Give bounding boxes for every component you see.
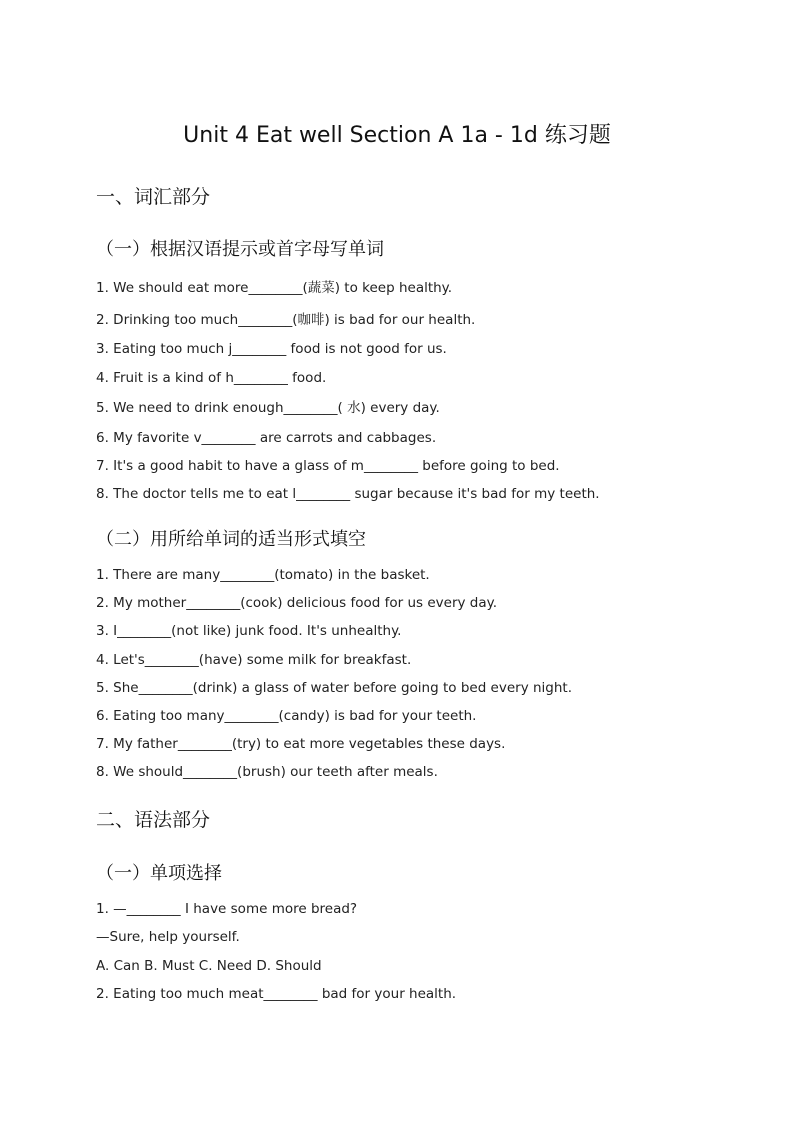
exercise-line: 6. Eating too many________(candy) is bad for your teeth. [96,708,477,724]
exercise-line: 5. She________(drink) a glass of water before going to bed every night. [96,680,573,696]
page-title: Unit 4 Eat well Section A 1a - 1d 练习题 [183,123,611,148]
exercise-line: 2. My mother________(cook) delicious food for us every day. [96,595,497,611]
exercise-line: 5. We need to drink enough________( 水) every day. [96,400,440,416]
exercise-line: 8. We should________(brush) our teeth after meals. [96,764,438,780]
part1-section1-heading: （一）根据汉语提示或首字母写单词 [96,239,384,260]
exercise-line: 2. Drinking too much________(咖啡) is bad for our health. [96,312,476,328]
exercise-line: 8. The doctor tells me to eat l________ sugar because it's bad for my teeth. [96,486,600,502]
exercise-line: 1. There are many________(tomato) in the basket. [96,567,430,583]
answer-options: A. Can B. Must C. Need D. Should [96,958,322,974]
exercise-line: —Sure, help yourself. [96,929,240,945]
part1-heading: 一、词汇部分 [96,186,211,208]
part2-section1-heading: （一）单项选择 [96,863,222,884]
exercise-line: 7. It's a good habit to have a glass of m________ before going to bed. [96,458,560,474]
part1-section2-heading: （二）用所给单词的适当形式填空 [96,529,366,550]
exercise-line: 1. We should eat more________(蔬菜) to keep healthy. [96,280,453,296]
exercise-line: 3. I________(not like) junk food. It's unhealthy. [96,623,402,639]
exercise-line: 3. Eating too much j________ food is not good for us. [96,341,447,357]
exercise-line: 1. —________ I have some more bread? [96,901,358,917]
exercise-line: 4. Fruit is a kind of h________ food. [96,370,327,386]
exercise-line: 4. Let's________(have) some milk for breakfast. [96,652,412,668]
exercise-line: 6. My favorite v________ are carrots and cabbages. [96,430,437,446]
exercise-line: 2. Eating too much meat________ bad for your health. [96,986,457,1002]
exercise-line: 7. My father________(try) to eat more vegetables these days. [96,736,506,752]
part2-heading: 二、语法部分 [96,809,211,831]
